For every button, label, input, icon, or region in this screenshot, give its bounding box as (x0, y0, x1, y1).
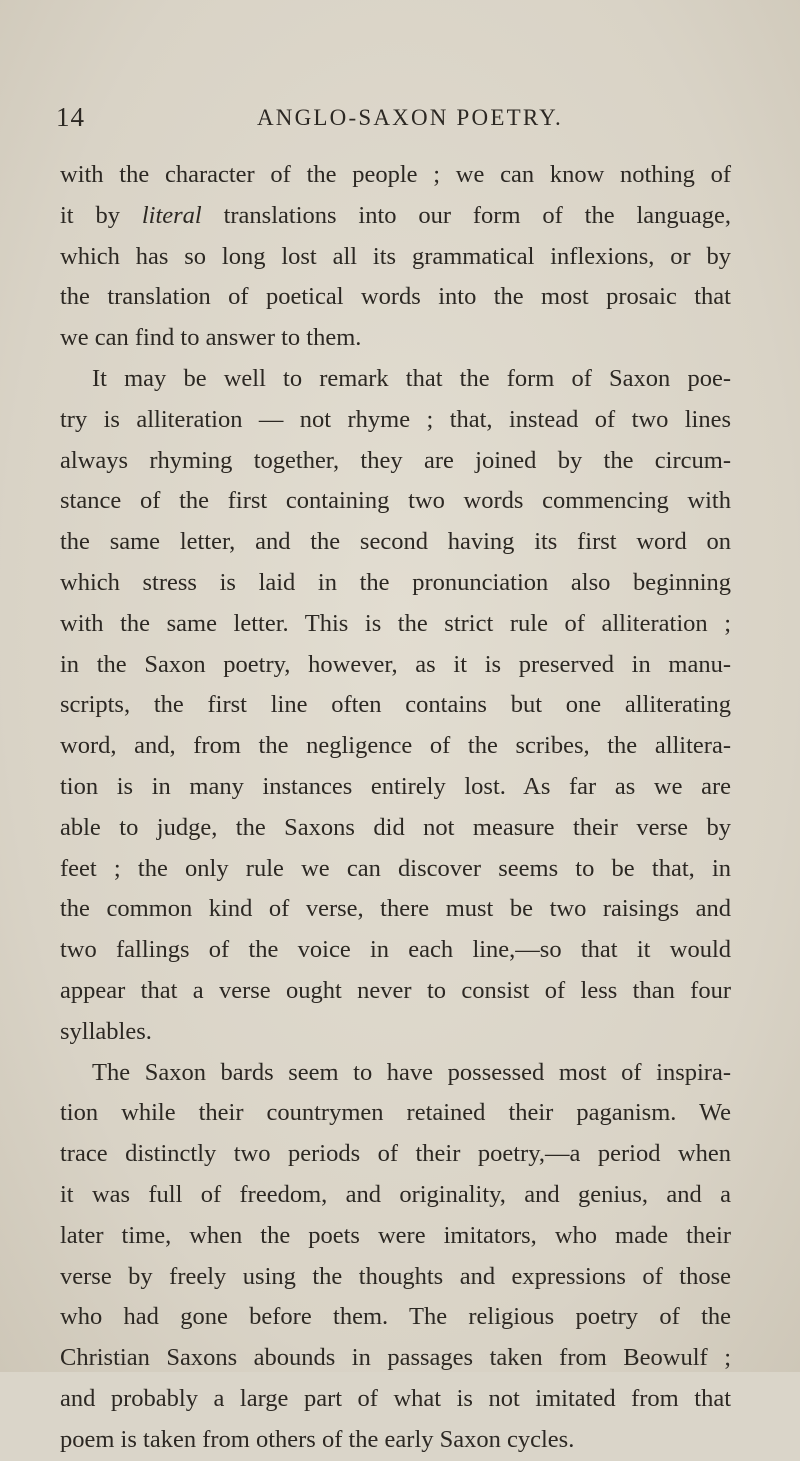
text-line: able to judge, the Saxons did not measure their verse by (60, 813, 731, 841)
text-line: we can find to answer to them. (60, 324, 362, 352)
text-line (60, 196, 731, 237)
text-line: with the same letter. This is the strict rule of alliteration ; (60, 609, 731, 637)
text-line: poem is taken from others of the early Saxon cycles. (60, 1425, 575, 1453)
text-line: which has so long lost all its grammatical inflexions, or by (60, 242, 731, 270)
text-line: who had gone before them. The religious poetry of the (60, 1303, 731, 1331)
text-line: always rhyming together, they are joined by the circum- (60, 446, 731, 474)
text-line: appear that a verse ought never to consist of less than four (60, 976, 731, 1004)
text-line: syllables. (60, 1017, 152, 1045)
text-line: and probably a large part of what is not imitated from that (60, 1384, 731, 1412)
text-line: the translation of poetical words into the most prosaic that (60, 283, 731, 311)
text-line: scripts, the first line often contains but one alliterating (60, 691, 731, 719)
running-title: ANGLO-SAXON POETRY. (257, 105, 563, 130)
text-line: word, and, from the negligence of the scribes, the allitera- (60, 732, 731, 760)
text-line: with the character of the people ; we can know nothing of (60, 161, 731, 188)
text-line: in the Saxon poetry, however, as it is preserved in manu- (60, 650, 731, 678)
text-line: two fallings of the voice in each line,—so that it would (60, 936, 731, 964)
text-line: the common kind of verse, there must be two raisings and (60, 895, 731, 923)
text-segment: it by (60, 201, 120, 229)
italic-word: literal (141, 201, 202, 229)
text-line: stance of the first containing two words commencing with (60, 487, 731, 515)
body-text (60, 155, 731, 1461)
text-segment: translations into our form of the language, (223, 201, 731, 229)
page-number: 14 (56, 102, 85, 132)
text-line: feet ; the only rule we can discover seems to be that, in (60, 854, 731, 882)
text-line: later time, when the poets were imitators, who made their (60, 1221, 731, 1249)
text-line: the same letter, and the second having its first word on (60, 528, 731, 556)
text-line: The Saxon bards seem to have possessed most of inspira- (92, 1058, 731, 1086)
running-head (56, 101, 756, 133)
text-line: it was full of freedom, and originality, and genius, and a (60, 1180, 731, 1208)
text-line: It may be well to remark that the form of Saxon poe- (92, 364, 731, 392)
text-line: Christian Saxons abounds in passages taken from Beowulf ; (60, 1344, 731, 1372)
text-line: tion while their countrymen retained their paganism. We (60, 1099, 731, 1127)
text-line: trace distinctly two periods of their poetry,—a period when (60, 1140, 731, 1168)
text-line: verse by freely using the thoughts and expressions of those (60, 1262, 731, 1290)
text-line: try is alliteration — not rhyme ; that, instead of two lines (60, 405, 731, 433)
text-line: which stress is laid in the pronunciation also beginning (60, 568, 731, 596)
text-line: tion is in many instances entirely lost. As far as we are (60, 772, 731, 800)
